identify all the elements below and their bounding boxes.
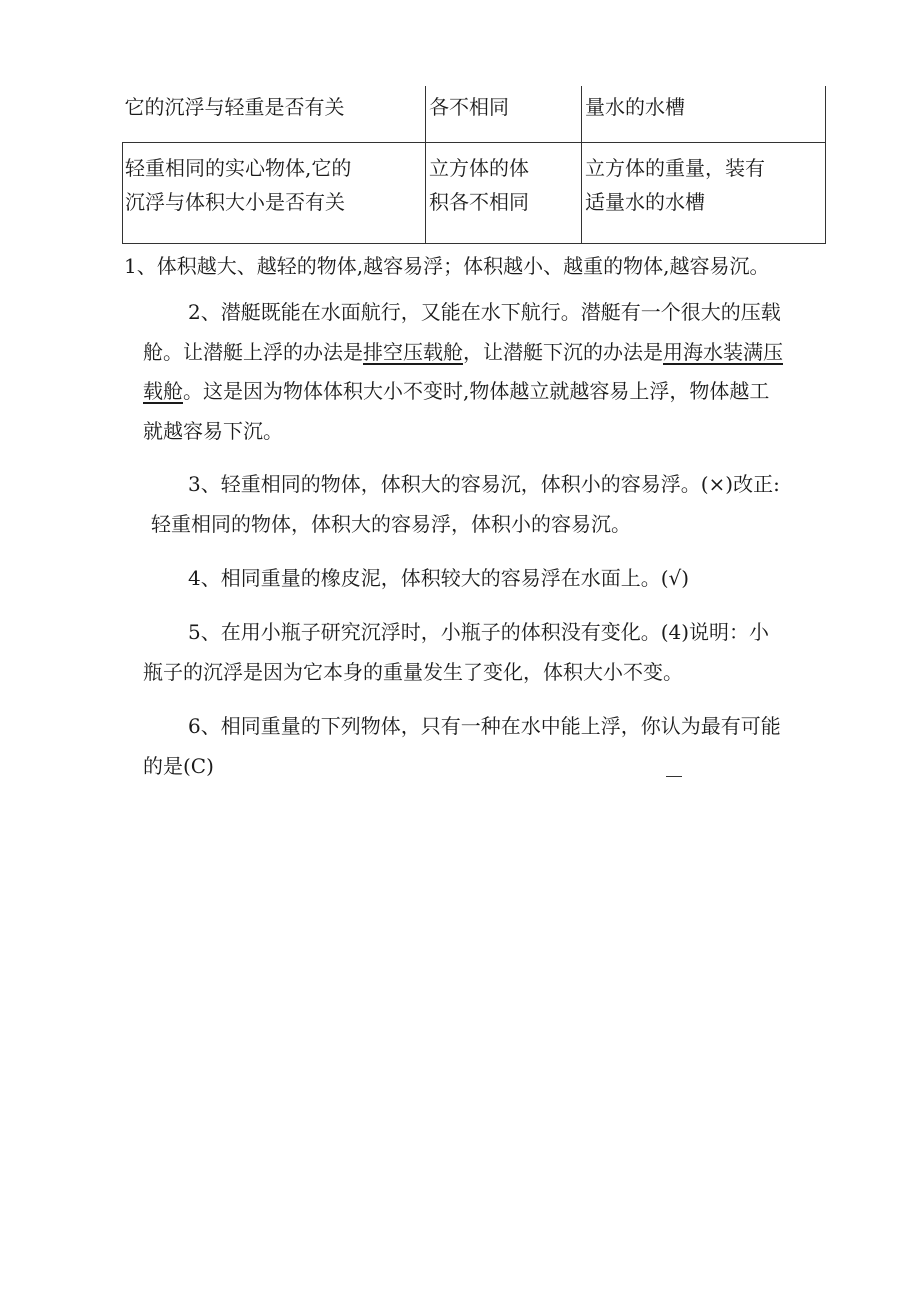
table-cell-question — [123, 86, 426, 143]
answer-underlined: 用海水装满压 — [663, 340, 783, 364]
cell-text: 立方体的体 — [429, 156, 529, 180]
cell-text: 轻重相同的实心物体,它的 — [125, 156, 352, 180]
text-span: 。这是因为物体体积大小不变时,物体越立就越容易上浮，物体越工 — [183, 379, 770, 403]
cell-text: 它的沉浮与轻重是否有关 — [124, 95, 345, 119]
cell-text: 积各不相同 — [429, 190, 529, 214]
answer-underlined: 排空压载舱 — [363, 340, 463, 364]
cell-text: 沉浮与体积大小是否有关 — [125, 190, 345, 214]
item-2-line — [143, 333, 783, 371]
item-2-line — [143, 372, 769, 410]
experiment-table — [122, 86, 826, 244]
item-4: 4、相同重量的橡皮泥，体积较大的容易浮在水面上。(√) — [188, 566, 690, 590]
table-cell-variable — [426, 143, 582, 244]
item-5-line: 5、在用小瓶子研究沉浮时，小瓶子的体积没有变化。(4)说明：小 — [188, 620, 770, 644]
item-2-line: 2、潜艇既能在水面航行，又能在水下航行。潜艇有一个很大的压载 — [188, 300, 781, 324]
item-6-line: 6、相同重量的下列物体，只有一种在水中能上浮，你认为最有可能 — [188, 714, 781, 738]
table-row — [123, 86, 826, 143]
item-1: 1、体积越大、越轻的物体,越容易浮；体积越小、越重的物体,越容易沉。 — [124, 254, 770, 278]
item-3-line: 3、轻重相同的物体，体积大的容易沉，体积小的容易浮。(×)改正: — [188, 472, 780, 496]
cell-text: 各不相同 — [429, 95, 509, 119]
text-span: 舱。让潜艇上浮的办法是 — [143, 340, 363, 364]
table-cell-materials — [582, 143, 826, 244]
table-row — [123, 143, 826, 244]
item-5-line: 瓶子的沉浮是因为它本身的重量发生了变化，体积大小不变。 — [143, 660, 683, 684]
table-cell-question — [123, 143, 426, 244]
cell-text: 适量水的水槽 — [585, 190, 705, 214]
cell-text: 立方体的重量，装有 — [585, 156, 765, 180]
blank-mark — [666, 776, 682, 777]
text-span: ，让潜艇下沉的办法是 — [463, 340, 663, 364]
item-2-line: 就越容易下沉。 — [143, 419, 283, 443]
item-6-line: 的是(C) — [143, 754, 214, 778]
item-3-line: 轻重相同的物体，体积大的容易浮，体积小的容易沉。 — [151, 512, 631, 536]
table-cell-materials — [582, 86, 826, 143]
table-cell-variable — [426, 86, 582, 143]
cell-text: 量水的水槽 — [585, 95, 685, 119]
answer-underlined: 载舱 — [143, 379, 183, 403]
